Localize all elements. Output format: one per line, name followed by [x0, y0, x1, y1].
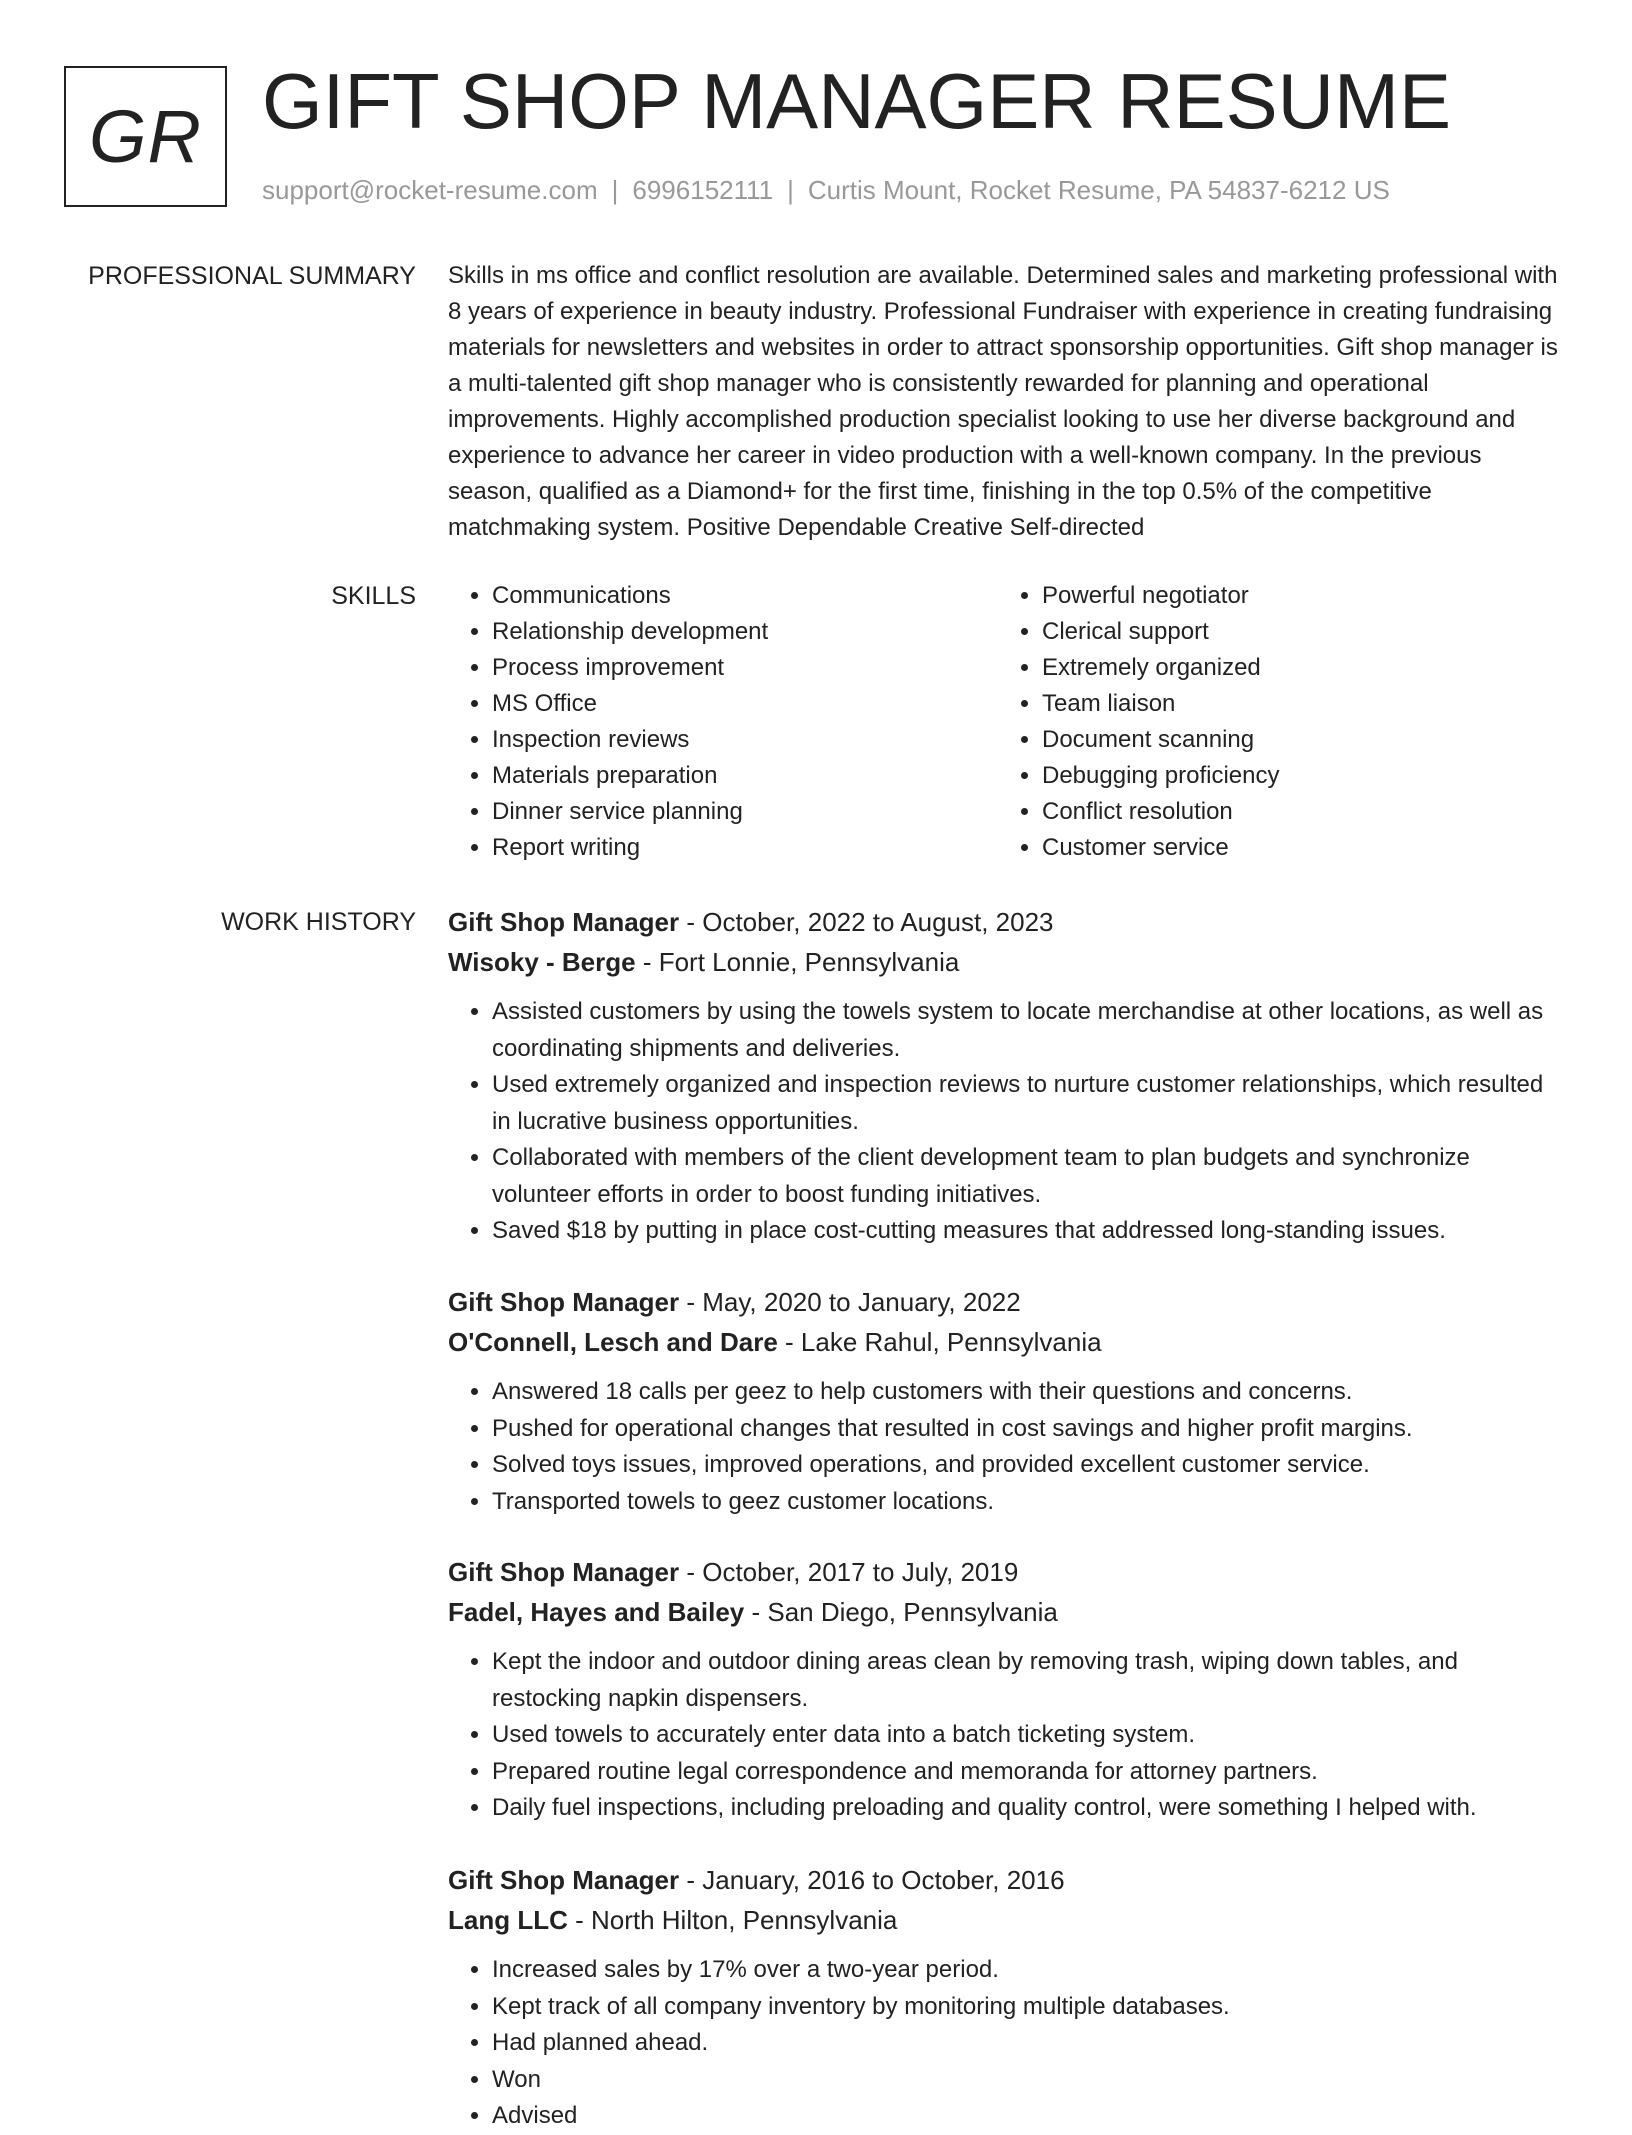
skill-item: • Customer service [1042, 830, 1279, 866]
contact-separator: | [611, 175, 619, 205]
job-bullet: • Assisted customers by using the towels system to locate merchandise at other locations, as well as coordinating shipments and deliveries. [492, 994, 1563, 1067]
job-bullet: • Had planned ahead. [492, 2025, 1563, 2062]
job-bullet: • Prepared routine legal correspondence and memoranda for attorney partners. [492, 1754, 1563, 1791]
job-entry [448, 902, 1563, 1250]
job-location: - Lake Rahul, Pennsylvania [777, 1327, 1102, 1357]
section-label-summary: PROFESSIONAL SUMMARY [88, 262, 416, 290]
job-bullet: • Transported towels to geez customer locations. [492, 1484, 1563, 1521]
job-title: Gift Shop Manager [448, 1287, 680, 1317]
job-company: O'Connell, Lesch and Dare [448, 1327, 778, 1357]
skill-item: • Document scanning [1042, 722, 1279, 758]
job-bullet: • Used towels to accurately enter data into a batch ticketing system. [492, 1717, 1563, 1754]
section-label-skills: SKILLS [331, 582, 416, 610]
job-bullet: • Kept the indoor and outdoor dining areas clean by removing trash, wiping down tables, and restocking napkin dispensers. [492, 1644, 1563, 1717]
contact-separator: | [787, 175, 794, 205]
skills-list-right [998, 578, 1279, 866]
job-location: - San Diego, Pennsylvania [744, 1597, 1058, 1627]
skill-item: • Process improvement [492, 650, 768, 686]
job-company: Lang LLC [448, 1905, 568, 1935]
contact-line [262, 174, 1390, 206]
skills-body [448, 578, 1563, 868]
job-location: - Fort Lonnie, Pennsylvania [635, 947, 960, 977]
job-company: Fadel, Hayes and Bailey [448, 1597, 745, 1627]
job-dates: - October, 2022 to August, 2023 [679, 907, 1054, 937]
skill-item: • Powerful negotiator [1042, 578, 1279, 614]
job-bullet: • Used extremely organized and inspection reviews to nurture customer relationships, which resulted in lucrative business opportunities. [492, 1067, 1563, 1140]
skill-item: • Conflict resolution [1042, 794, 1279, 830]
skill-item: • Team liaison [1042, 686, 1279, 722]
contact-email[interactable]: support@rocket-resume.com [262, 175, 598, 205]
summary-text: Skills in ms office and conflict resolution are available. Determined sales and marketing professional with 8 years of experience in beauty industry. Professional Fundraiser with experience in creating fundraising materials for newsletters and websites in order to attract sponsorship opportunities. Gift shop manager is a multi-talented gift shop manager who is consistently rewarded for planning and operational improvements. Highly accomplished production specialist looking to use her diverse background and experience to advance her career in video production with a well-known company. In the previous season, qualified as a Diamond+ for the first time, finishing in the top 0.5% of the competitive matchmaking system. Positive Dependable Creative Self-directed [448, 262, 1558, 541]
job-title-line [448, 902, 1563, 942]
skill-item: • Clerical support [1042, 614, 1279, 650]
summary-body [448, 258, 1563, 546]
job-bullet: • Collaborated with members of the client development team to plan budgets and synchronize volunteer efforts in order to boost funding initiatives. [492, 1140, 1563, 1213]
job-bullet: • Solved toys issues, improved operations, and provided excellent customer service. [492, 1447, 1563, 1484]
resume-title: GIFT SHOP MANAGER RESUME [262, 57, 1451, 145]
job-title: Gift Shop Manager [448, 1557, 680, 1587]
skill-item: • Relationship development [492, 614, 768, 650]
job-title: Gift Shop Manager [448, 907, 680, 937]
job-company: Wisoky - Berge [448, 947, 636, 977]
job-entry [448, 1552, 1563, 1827]
job-entry [448, 1860, 1563, 2135]
job-location: - North Hilton, Pennsylvania [567, 1905, 898, 1935]
monogram-logo: GR [64, 66, 227, 207]
job-bullets [448, 1952, 1563, 2135]
job-bullet: • Advised [492, 2098, 1563, 2135]
job-title: Gift Shop Manager [448, 1865, 680, 1895]
job-company-line [448, 1592, 1563, 1632]
contact-address: Curtis Mount, Rocket Resume, PA 54837-6212 US [807, 175, 1390, 205]
job-company-line [448, 942, 1563, 982]
skill-item: • Dinner service planning [492, 794, 768, 830]
skill-item: • Report writing [492, 830, 768, 866]
job-bullet: • Saved $18 by putting in place cost-cutting measures that addressed long-standing issues. [492, 1213, 1563, 1250]
job-bullets [448, 1374, 1563, 1520]
skill-item: • Extremely organized [1042, 650, 1279, 686]
skill-item: • Debugging proficiency [1042, 758, 1279, 794]
section-label-work-history: WORK HISTORY [221, 908, 416, 936]
job-company-line [448, 1900, 1563, 1940]
job-dates: - October, 2017 to July, 2019 [679, 1557, 1019, 1587]
job-dates: - May, 2020 to January, 2022 [679, 1287, 1021, 1317]
job-bullet: • Kept track of all company inventory by monitoring multiple databases. [492, 1989, 1563, 2026]
job-bullet: • Increased sales by 17% over a two-year period. [492, 1952, 1563, 1989]
job-bullets [448, 1644, 1563, 1827]
job-entry [448, 1282, 1563, 1520]
job-bullet: • Daily fuel inspections, including preloading and quality control, were something I helped with. [492, 1790, 1563, 1827]
job-bullet: • Won [492, 2062, 1563, 2099]
job-title-line [448, 1552, 1563, 1592]
contact-phone[interactable]: 6996152111 [632, 175, 774, 205]
job-title-line [448, 1282, 1563, 1322]
skill-item: • Communications [492, 578, 768, 614]
skill-item: • MS Office [492, 686, 768, 722]
skill-item: • Materials preparation [492, 758, 768, 794]
skills-list-left [448, 578, 768, 866]
skill-item: • Inspection reviews [492, 722, 768, 758]
job-company-line [448, 1322, 1563, 1362]
job-bullet: • Answered 18 calls per geez to help customers with their questions and concerns. [492, 1374, 1563, 1411]
job-bullet: • Pushed for operational changes that resulted in cost savings and higher profit margins. [492, 1411, 1563, 1448]
job-title-line [448, 1860, 1563, 1900]
job-dates: - January, 2016 to October, 2016 [679, 1865, 1065, 1895]
job-bullets [448, 994, 1563, 1250]
